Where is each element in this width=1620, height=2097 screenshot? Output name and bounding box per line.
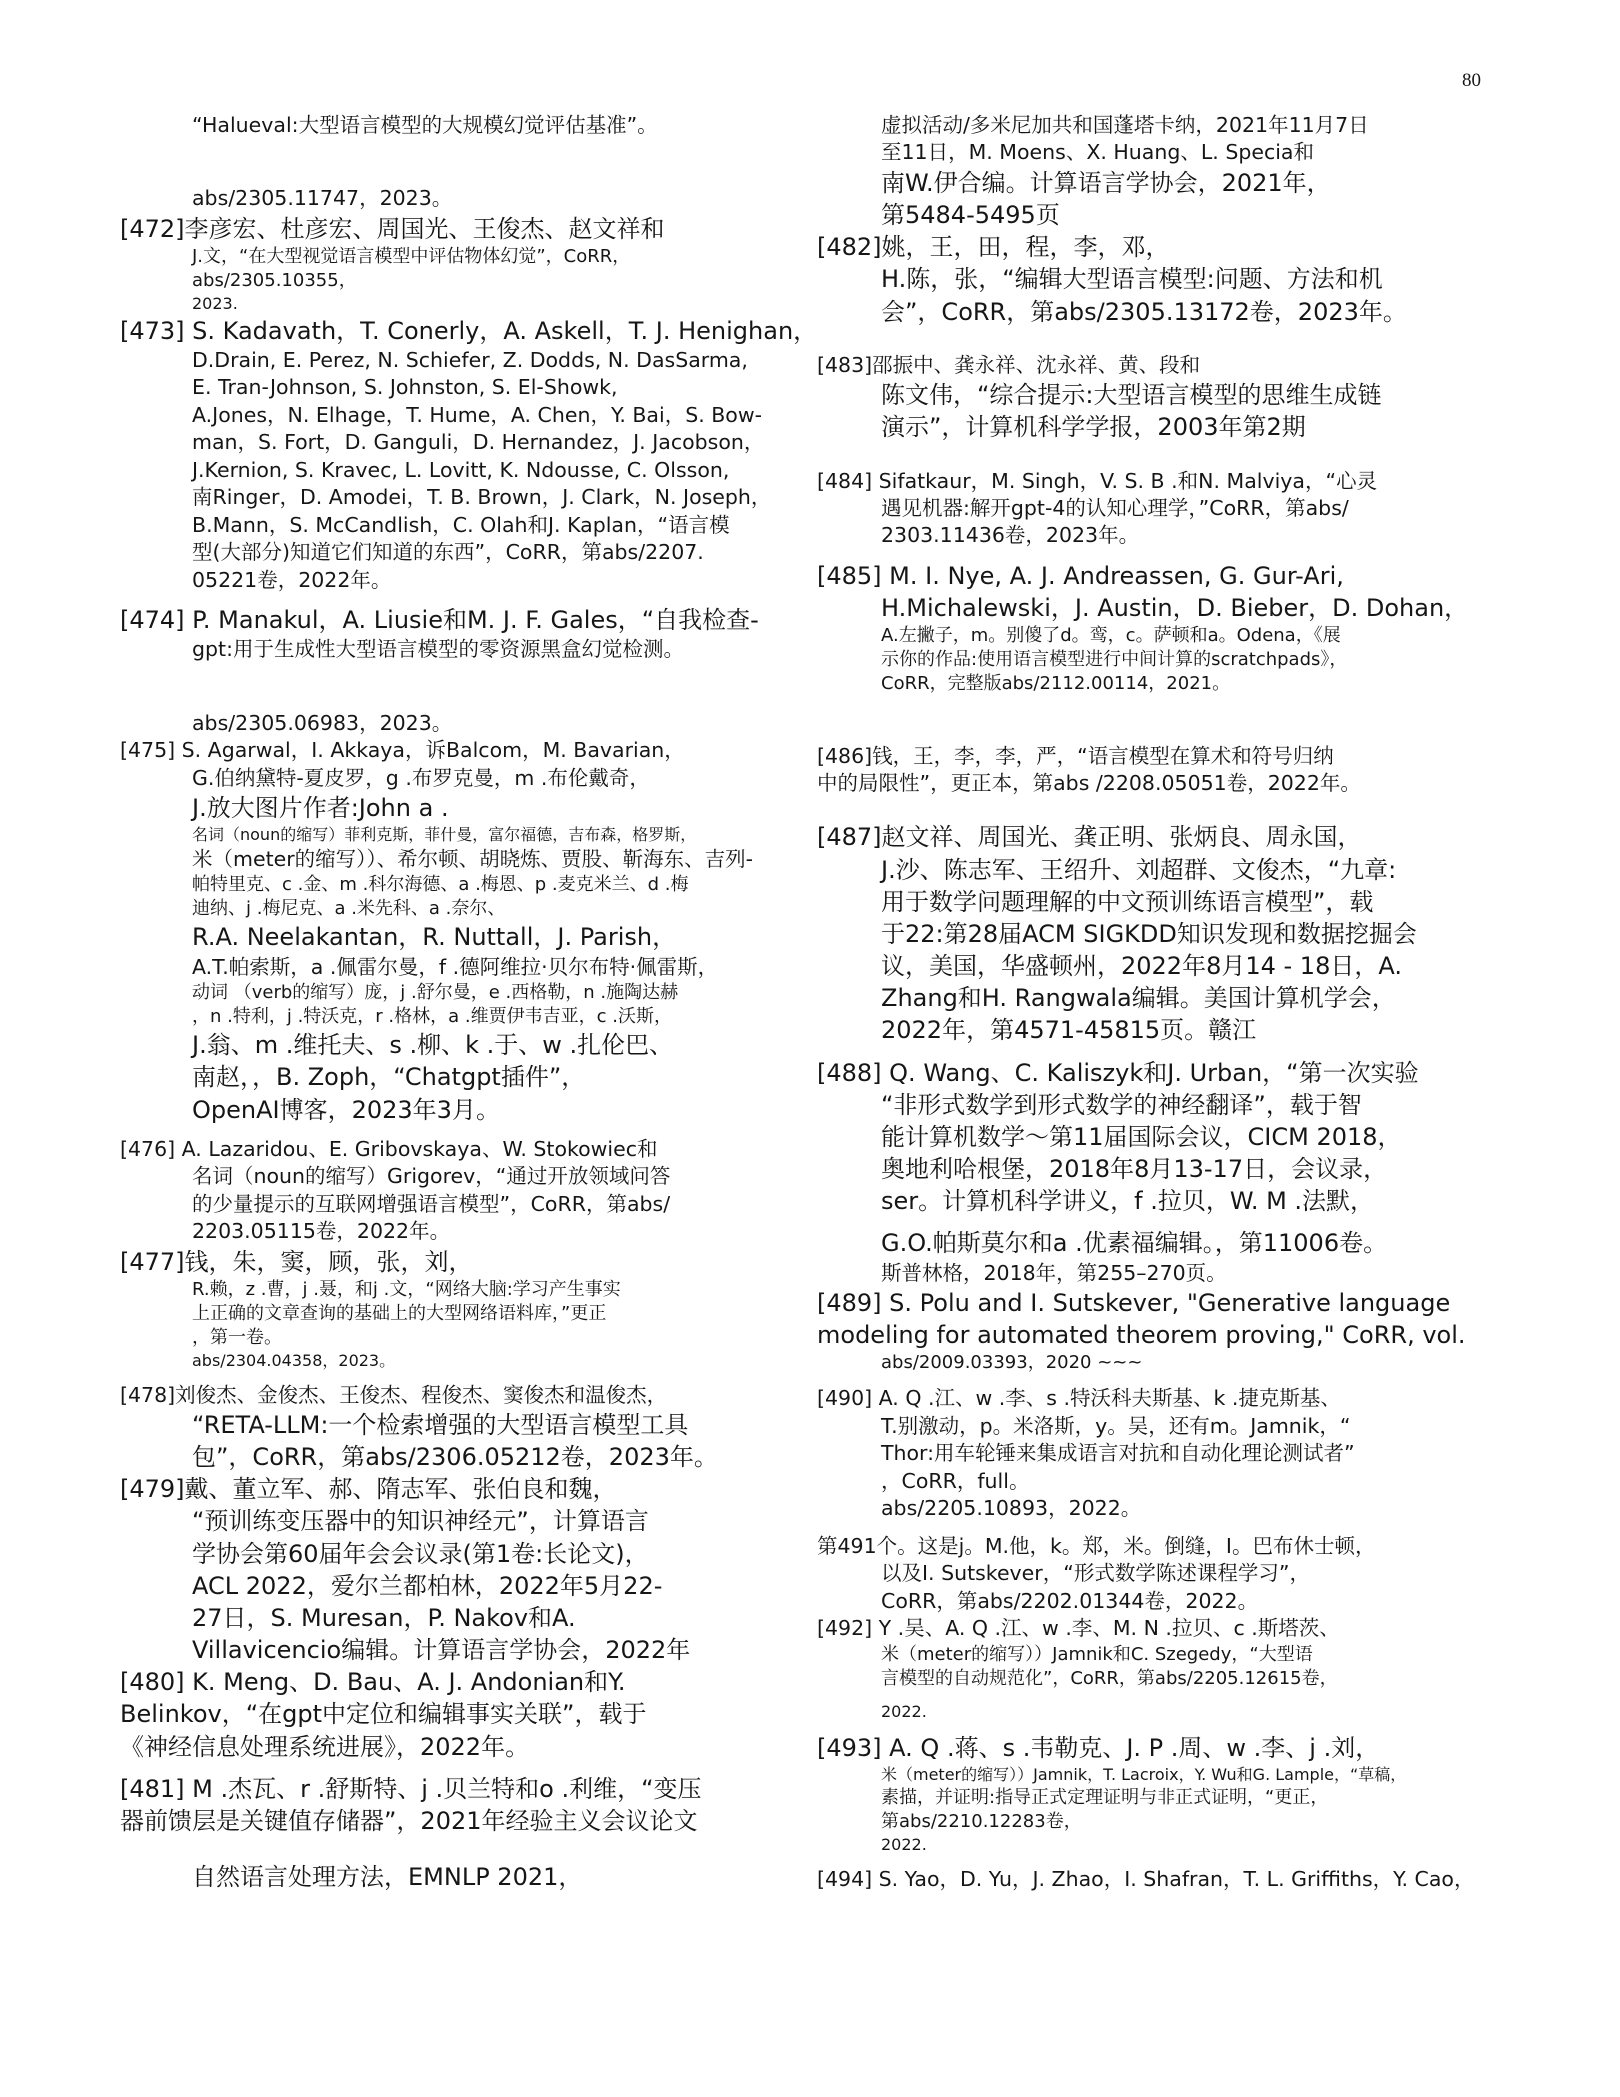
reference-line: [473] S. Kadavath，T. Conerly，A. Askell，T. J. Henighan， (120, 316, 818, 345)
reference-line: [487]赵文祥、周国光、龚正明、张炳良、周永国， (817, 823, 1362, 852)
reference-line: [493] A. Q .蒋、s .韦勒克、J. P .周、w .李、j .刘， (817, 1734, 1380, 1763)
reference-line: J.Kernion, S. Kravec, L. Lovitt, K. Ndousse, C. Olsson, (192, 457, 730, 482)
line-spacer (817, 1691, 1557, 1701)
reference-line: D.Drain, E. Perez, N. Schiefer, Z. Dodds, N. DasSarma, (192, 347, 748, 372)
reference-line: [479]戴、董立军、郝、隋志军、张伯良和魏， (120, 1475, 617, 1504)
reference-line: modeling for automated theorem proving," CoRR, vol. (817, 1321, 1466, 1350)
reference-line: [486]钱，王，李，李，严，“语言模型在算术和符号归纳 (817, 743, 1334, 768)
reference-line: [478]刘俊杰、金俊杰、王俊杰、程俊杰、窦俊杰和温俊杰， (120, 1382, 668, 1407)
reference-line: A.Jones，N. Elhage，T. Hume，A. Chen，Y. Bai，S. Bow- (192, 402, 763, 427)
reference-line: abs/2205.10893，2022。 (881, 1496, 1142, 1521)
reference-line: [472]李彦宏、杜彦宏、周国光、王俊杰、赵文祥和 (120, 214, 665, 243)
reference-line: 2303.11436卷，2023年。 (881, 523, 1140, 548)
reference-line: man，S. Fort，D. Ganguli，D. Hernandez，J. Jacobson， (192, 430, 765, 455)
reference-line: 素描，并证明:指导正式定理证明与非正式证明，“更正， (881, 1786, 1329, 1808)
reference-line: ser。计算机科学讲义，f .拉贝，W. M .法默， (881, 1187, 1375, 1216)
reference-line: ，n .特利，j .特沃克，r .格林，a .维贾伊韦吉亚，c .沃斯， (192, 1006, 672, 1028)
reference-line: [474] P. Manakul，A. Liusie和M. J. F. Gales，“自我检查- (120, 606, 759, 635)
reference-line: 米（meter的缩写））Jamnik和C. Szegedy，“大型语 (881, 1643, 1313, 1665)
reference-line: 名词（noun的缩写）Grigorev，“通过开放领域问答 (192, 1164, 671, 1189)
reference-line: 米（meter的缩写））Jamnik，T. Lacroix，Y. Wu和G. Lample，“草稿， (881, 1765, 1407, 1785)
line-spacer (817, 1375, 1557, 1385)
reference-line: 中的局限性”，更正本，第abs /2208.05051卷，2022年。 (817, 771, 1361, 796)
reference-line: 陈文伟，“综合提示:大型语言模型的思维生成链 (881, 381, 1382, 410)
reference-line: 2022. (881, 1701, 927, 1721)
reference-line: 上正确的文章查询的基础上的大型网络语料库，”更正 (192, 1302, 607, 1324)
reference-line: [492] Y .吴、A. Q .江、w .李、M. N .拉贝、c .斯塔茨、 (817, 1616, 1340, 1641)
reference-line: J.文，“在大型视觉语言模型中评估物体幻觉”，CoRR， (192, 246, 631, 268)
reference-line: 第abs/2210.12283卷， (881, 1810, 1082, 1832)
reference-line: 南W.伊合编。计算语言学协会，2021年， (881, 168, 1331, 197)
reference-line: A.左撇子，m。别傻了d。鸾，c。萨顿和a。Odena，《展 (881, 625, 1341, 647)
reference-line: Villavicencio编辑。计算语言学协会，2022年 (192, 1636, 691, 1665)
reference-line: 05221卷，2022年。 (192, 567, 392, 592)
reference-line: 会”，CoRR，第abs/2305.13172卷，2023年。 (881, 297, 1407, 326)
reference-line: 虚拟活动/多米尼加共和国蓬塔卡纳，2021年11月7日 (881, 113, 1369, 137)
reference-line: 2022年，第4571-45815页。赣江 (881, 1016, 1257, 1045)
reference-line: “RETA-LLM:一个检索增强的大型语言模型工具 (192, 1411, 689, 1440)
reference-line: 能计算机数学～第11届国际会议，CICM 2018， (881, 1122, 1402, 1151)
reference-line: H.Michalewski，J. Austin，D. Bieber，D. Dohan， (881, 594, 1469, 623)
reference-line: [494] S. Yao，D. Yu，J. Zhao，I. Shafran，T. L. Griffiths，Y. Cao， (817, 1866, 1475, 1891)
reference-line: [477]钱，朱，窦，顾，张，刘， (120, 1247, 473, 1276)
reference-line: Belinkov，“在gpt中定位和编辑事实关联”，载于 (120, 1700, 647, 1729)
line-spacer (817, 1217, 1557, 1227)
reference-line: 2023. (192, 294, 238, 314)
line-spacer (817, 550, 1557, 560)
reference-line: CoRR，第abs/2202.01344卷，2022。 (881, 1588, 1259, 1613)
reference-line: “非形式数学到形式数学的神经翻译”，载于智 (881, 1090, 1362, 1119)
line-spacer (817, 444, 1557, 468)
line-spacer (120, 1837, 820, 1861)
reference-line: 用于数学问题理解的中文预训练语言模型”，载 (881, 887, 1374, 916)
line-spacer (120, 664, 820, 710)
reference-line: [476] A. Lazaridou、E. Gribovskaya、W. Stokowiec和 (120, 1136, 658, 1161)
page-number: 80 (1462, 70, 1481, 91)
reference-line: OpenAI博客，2023年3月。 (192, 1095, 500, 1124)
reference-line: 2022. (881, 1835, 927, 1855)
reference-line: J.沙、陈志军、王绍升、刘超群、文俊杰，“九章: (881, 855, 1397, 884)
reference-line: 斯普林格，2018年，第255–270页。 (881, 1260, 1227, 1285)
reference-line: 的少量提示的互联网增强语言模型”，CoRR，第abs/ (192, 1191, 671, 1216)
reference-line: B.Mann，S. McCandlish，C. Olah和J. Kaplan，“语言模 (192, 512, 730, 537)
line-spacer (120, 594, 820, 604)
reference-line: G.伯纳黛特-夏皮罗，g .布罗克曼，m .布伦戴奇， (192, 765, 650, 790)
reference-line: G.O.帕斯莫尔和a .优素福编辑。，第11006卷。 (881, 1229, 1388, 1258)
reference-line: J.翁、m .维托夫、s .柳、k .于、w .扎伦巴、 (192, 1031, 674, 1060)
reference-line: [490] A. Q .江、w .李、s .特沃科夫斯基、k .捷克斯基、 (817, 1386, 1341, 1411)
line-spacer (817, 1047, 1557, 1057)
reference-line: J.放大图片作者:John a . (192, 794, 449, 823)
line-spacer (120, 1372, 820, 1382)
reference-line: [488] Q. Wang、C. Kaliszyk和J. Urban，“第一次实验 (817, 1058, 1419, 1087)
line-spacer (817, 1722, 1557, 1732)
reference-line: 至11日，M. Moens、X. Huang、L. Specia和 (881, 140, 1314, 165)
reference-line: 南Ringer，D. Amodei，T. B. Brown，J. Clark，N. Joseph， (192, 485, 772, 510)
reference-line: 言模型的自动规范化”，CoRR，第abs/2205.12615卷， (881, 1667, 1338, 1689)
reference-line: abs/2305.11747，2023。 (192, 186, 453, 211)
line-spacer (817, 328, 1557, 352)
reference-line: R.A. Neelakantan，R. Nuttall，J. Parish， (192, 923, 677, 952)
reference-line: 《神经信息处理系统进展》，2022年。 (120, 1732, 530, 1761)
reference-line: [484] Sifatkaur，M. Singh，V. S. B .和N. Malviya，“心灵 (817, 468, 1378, 493)
reference-line: E. Tran-Johnson, S. Johnston, S. El-Showk, (192, 375, 618, 400)
reference-line: 议，美国，华盛顿州，2022年8月14 - 18日，A. (881, 952, 1402, 981)
reference-line: 奥地利哈根堡，2018年8月13-17日，会议录， (881, 1155, 1388, 1184)
reference-line: [482]姚，王，田，程，李，邓， (817, 233, 1170, 262)
reference-line: 27日，S. Muresan，P. Nakov和A. (192, 1603, 576, 1632)
reference-line: 动词 （verb的缩写）庞，j .舒尔曼，e .西格勒，n .施陶达赫 (192, 982, 679, 1004)
line-spacer (120, 139, 820, 185)
reference-line: H.陈，张，“编辑大型语言模型:问题、方法和机 (881, 265, 1383, 294)
reference-line: Thor:用车轮锤来集成语言对抗和自动化理论测试者” (881, 1441, 1355, 1466)
reference-line: T.别激动，p。米洛斯，y。吴，还有m。Jamnik，“ (881, 1413, 1351, 1438)
reference-line: ，CoRR，full。 (881, 1468, 1030, 1493)
reference-line: 第5484-5495页 (881, 201, 1060, 230)
reference-line: 演示”，计算机科学学报，2003年第2期 (881, 413, 1306, 442)
reference-line: 米（meter的缩写））、希尔顿、胡晓炼、贾股、靳海东、吉列- (192, 846, 754, 871)
line-spacer (817, 697, 1557, 743)
reference-line: Zhang和H. Rangwala编辑。美国计算机学会， (881, 984, 1396, 1013)
reference-line: A.T.帕索斯，a .佩雷尔曼，f .德阿维拉·贝尔布特·佩雷斯， (192, 954, 719, 979)
reference-line: abs/2304.04358，2023。 (192, 1351, 396, 1371)
reference-line: 型(大部分)知道它们知道的东西”，CoRR，第abs/2207. (192, 540, 704, 565)
reference-line: abs/2305.06983，2023。 (192, 710, 453, 735)
reference-line: R.赖，z .曹，j .聂，和j .文，“网络大脑:学习产生事实 (192, 1278, 621, 1300)
reference-line: ，第一卷。 (192, 1327, 282, 1348)
reference-line: 名词（noun的缩写）菲利克斯，菲什曼，富尔福德，吉布森，格罗斯， (192, 825, 697, 845)
left-column (120, 112, 820, 1893)
reference-line: CoRR，完整版abs/2112.00114，2021。 (881, 673, 1231, 695)
line-spacer (817, 1856, 1557, 1866)
line-spacer (817, 1523, 1557, 1533)
right-column (817, 112, 1557, 1893)
reference-line: 迪纳、j .梅尼克、a .米先科、a .奈尔、 (192, 898, 506, 920)
reference-line: “Halueval:大型语言模型的大规模幻觉评估基准”。 (192, 113, 658, 137)
line-spacer (120, 1126, 820, 1136)
reference-line: 南赵，，B. Zoph，“Chatgpt插件”， (192, 1063, 586, 1092)
reference-line: 示你的作品:使用语言模型进行中间计算的scratchpads》， (881, 649, 1348, 671)
reference-line: ACL 2022，爱尔兰都柏林，2022年5月22- (192, 1571, 663, 1600)
reference-line: 第491个。这是j。M.他，k。郑，米。倒缝，I。巴布休士顿， (817, 1533, 1376, 1558)
reference-line: [480] K. Meng、D. Bau、A. J. Andonian和Y. (120, 1668, 626, 1697)
reference-line: 遇见机器:解开gpt-4的认知心理学，”CoRR，第abs/ (881, 495, 1349, 520)
reference-line: [485] M. I. Nye, A. J. Andreassen, G. Gur-Ari, (817, 561, 1344, 590)
reference-line: “预训练变压器中的知识神经元”，计算语言 (192, 1507, 649, 1536)
reference-line: 以及I. Sutskever，“形式数学陈述课程学习”， (881, 1561, 1310, 1586)
line-spacer (120, 1763, 820, 1773)
reference-line: gpt:用于生成性大型语言模型的零资源黑盒幻觉检测。 (192, 637, 684, 662)
reference-line: [475] S. Agarwal，I. Akkaya，诉Balcom，M. Bavarian， (120, 738, 685, 763)
reference-line: [483]邵振中、龚永祥、沈永祥、黄、段和 (817, 352, 1201, 377)
reference-line: abs/2009.03393，2020 ~~~ (881, 1352, 1143, 1374)
line-spacer (817, 797, 1557, 821)
reference-line: abs/2305.10355， (192, 270, 357, 292)
reference-line: 于22:第28届ACM SIGKDD知识发现和数据挖掘会 (881, 919, 1417, 948)
reference-line: 学协会第60届年会会议录(第1卷:长论文)， (192, 1539, 649, 1568)
reference-line: 自然语言处理方法，EMNLP 2021， (192, 1863, 583, 1892)
reference-line: [481] M .杰瓦、r .舒斯特、j .贝兰特和o .利维，“变压 (120, 1774, 702, 1803)
reference-line: 包”，CoRR，第abs/2306.05212卷，2023年。 (192, 1443, 718, 1472)
reference-line: [489] S. Polu and I. Sutskever, "Generative language (817, 1288, 1451, 1317)
reference-line: 2203.05115卷，2022年。 (192, 1219, 451, 1244)
reference-line: 帕特里克、c .金、m .科尔海德、a .梅恩、p .麦克米兰、d .梅 (192, 874, 689, 896)
reference-line: 器前馈层是关键值存储器”，2021年经验主义会议论文 (120, 1806, 698, 1835)
